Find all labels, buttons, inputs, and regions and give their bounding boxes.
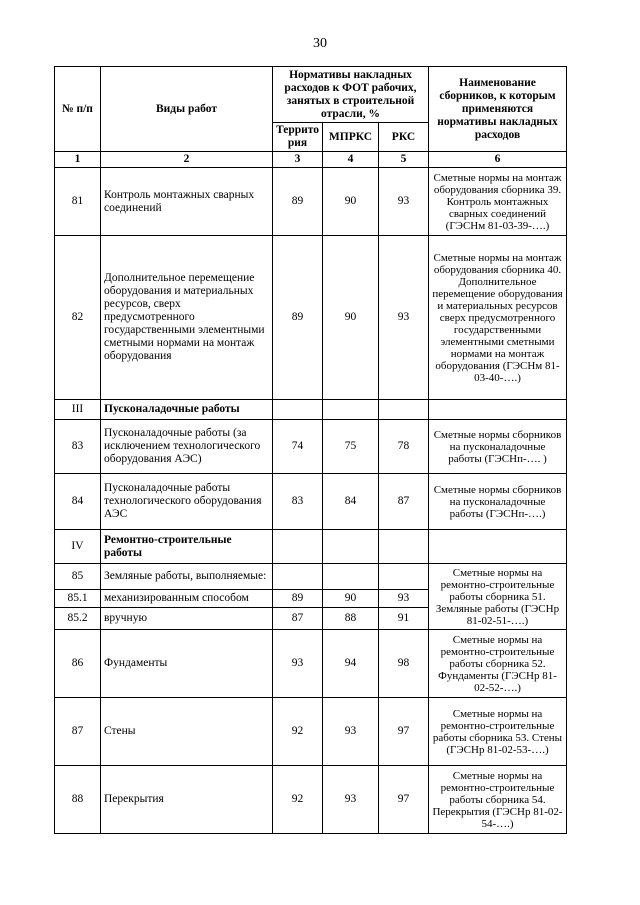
colnum-5: 5 [379, 152, 429, 168]
row-mprks: 90 [323, 236, 379, 400]
row-territory: 92 [273, 698, 323, 766]
row-territory: 83 [273, 474, 323, 530]
page-number: 30 [313, 36, 327, 51]
table-row [55, 766, 567, 834]
row-territory: 93 [273, 630, 323, 698]
row-collection: Сметные нормы сборников на пусконаладочные работы (ГЭСНп-…. ) [429, 420, 567, 474]
section-row [55, 530, 567, 564]
section-title: Пусконаладочные работы [101, 400, 273, 420]
table-row [55, 236, 567, 400]
row-work: Контроль монтажных сварных соединений [101, 168, 273, 236]
section-row [55, 400, 567, 420]
table-row [55, 420, 567, 474]
row-mprks: 90 [323, 590, 379, 608]
header-collections: Наименование сборников, к которым применяются нормативы накладных расходов [429, 67, 567, 152]
header-norms: Нормативы накладных расходов к ФОТ рабочих, занятых в строительной отрасли, % [273, 67, 429, 123]
row-num: 84 [55, 474, 101, 530]
row-num: 85.1 [55, 590, 101, 608]
row-num: 83 [55, 420, 101, 474]
row-num: 85 [55, 564, 101, 590]
row-num: 86 [55, 630, 101, 698]
row-territory: 87 [273, 608, 323, 630]
row-rks: 93 [379, 236, 429, 400]
table-row [55, 698, 567, 766]
row-mprks: 75 [323, 420, 379, 474]
row-mprks: 90 [323, 168, 379, 236]
row-work: Пусконаладочные работы технологического оборудования АЭС [101, 474, 273, 530]
row-territory: 92 [273, 766, 323, 834]
row-num: 82 [55, 236, 101, 400]
header-num: № п/п [55, 67, 101, 152]
row-mprks: 94 [323, 630, 379, 698]
section-num: III [55, 400, 101, 420]
colnum-6: 6 [429, 152, 567, 168]
table-row [55, 564, 567, 590]
row-collection: Сметные нормы на ремонтно-строительные работы сборника 51. Земляные работы (ГЭСНр 81-02-51-….) [429, 564, 567, 630]
header-work: Виды работ [101, 67, 273, 152]
row-num: 85.2 [55, 608, 101, 630]
row-num: 87 [55, 698, 101, 766]
header-rks: РКС [379, 123, 429, 152]
row-work: Земляные работы, выполняемые: [101, 564, 273, 590]
row-collection: Сметные нормы на монтаж оборудования сборника 39. Контроль монтажных сварных соединений (ГЭСНм 81-03-39-….) [429, 168, 567, 236]
row-rks: 87 [379, 474, 429, 530]
row-territory: 89 [273, 236, 323, 400]
row-collection: Сметные нормы на ремонтно-строительные работы сборника 53. Стены (ГЭСНр 81-02-53-….) [429, 698, 567, 766]
row-rks: 91 [379, 608, 429, 630]
row-rks: 78 [379, 420, 429, 474]
row-num: 81 [55, 168, 101, 236]
colnum-1: 1 [55, 152, 101, 168]
row-work: Стены [101, 698, 273, 766]
row-work: Пусконаладочные работы (за исключением технологического оборудования АЭС) [101, 420, 273, 474]
row-collection: Сметные нормы на ремонтно-строительные работы сборника 54. Перекрытия (ГЭСНр 81-02-54-….) [429, 766, 567, 834]
colnum-3: 3 [273, 152, 323, 168]
header-row [55, 67, 567, 123]
row-work: Дополнительное перемещение оборудования и материальных ресурсов, сверх предусмотренного государственными элементными сметными нормами на монтаж оборудования [101, 236, 273, 400]
row-work: вручную [101, 608, 273, 630]
colnum-4: 4 [323, 152, 379, 168]
row-collection: Сметные нормы сборников на пусконаладочные работы (ГЭСНп-….) [429, 474, 567, 530]
colnum-2: 2 [101, 152, 273, 168]
header-territory: Террито рия [273, 123, 323, 152]
row-mprks: 84 [323, 474, 379, 530]
row-mprks: 88 [323, 608, 379, 630]
row-rks: 93 [379, 590, 429, 608]
table-row [55, 168, 567, 236]
header-mprks: МПРКС [323, 123, 379, 152]
section-title: Ремонтно-строительные работы [101, 530, 273, 564]
column-numbers-row [55, 152, 567, 168]
overhead-norms-table [54, 66, 567, 834]
row-work: механизированным способом [101, 590, 273, 608]
table-row [55, 474, 567, 530]
row-territory: 89 [273, 168, 323, 236]
row-rks: 98 [379, 630, 429, 698]
row-work: Фундаменты [101, 630, 273, 698]
row-territory: 74 [273, 420, 323, 474]
row-collection: Сметные нормы на ремонтно-строительные работы сборника 52. Фундаменты (ГЭСНр 81-02-52-….) [429, 630, 567, 698]
row-num: 88 [55, 766, 101, 834]
table-row [55, 630, 567, 698]
row-rks: 97 [379, 698, 429, 766]
row-work: Перекрытия [101, 766, 273, 834]
row-rks: 97 [379, 766, 429, 834]
row-collection: Сметные нормы на монтаж оборудования сборника 40. Дополнительное перемещение оборудования и материальных ресурсов сверх предусмотренного государственными элементными сметными нормами на монтаж оборудования (ГЭСНм 81-03-40-….) [429, 236, 567, 400]
row-mprks: 93 [323, 766, 379, 834]
row-rks: 93 [379, 168, 429, 236]
row-mprks: 93 [323, 698, 379, 766]
section-num: IV [55, 530, 101, 564]
row-territory: 89 [273, 590, 323, 608]
